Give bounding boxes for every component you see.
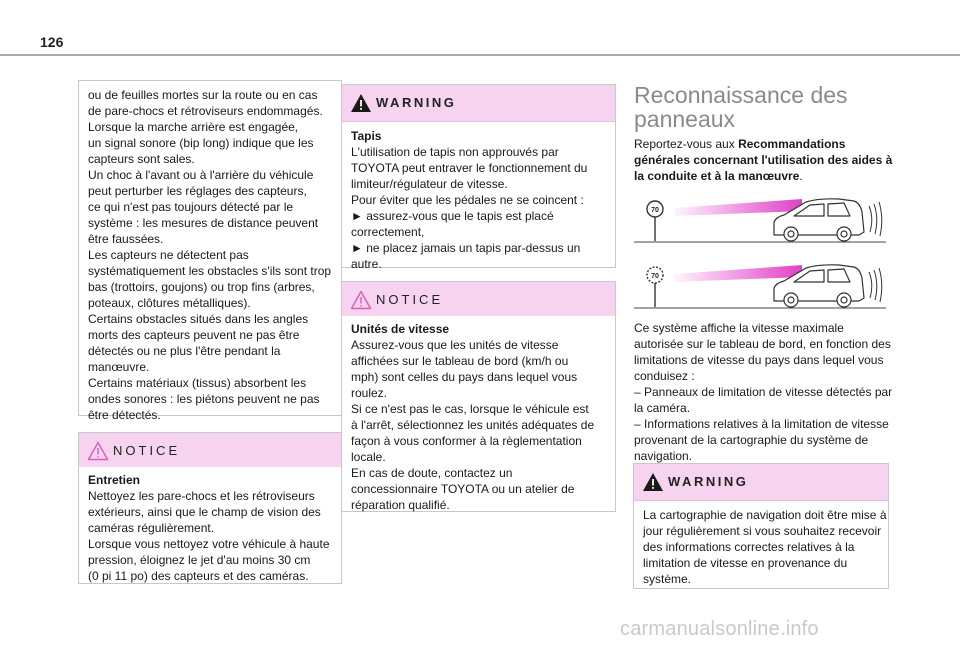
description-line: la caméra. — [634, 401, 691, 415]
maintenance-notice-box — [78, 432, 342, 584]
notice-text-line: à l'arrêt, sélectionnez les unités adéquates de — [351, 418, 595, 432]
body-text-line: Certains matériaux (tissus) absorbent les — [88, 376, 307, 390]
warning-text-line: autre. — [351, 257, 382, 271]
sign-recognition-illustration-2 — [634, 258, 886, 312]
body-text-line: Les capteurs ne détectent pas — [88, 248, 249, 262]
speed-sign-value: 70 — [651, 207, 659, 214]
notice-text-line: locale. — [351, 450, 386, 464]
body-text-line: morts des capteurs peuvent ne pas être — [88, 328, 300, 342]
warning-heading: Tapis — [351, 129, 382, 143]
body-text-line: détectés ou ne plus l'être pendant la — [88, 344, 281, 358]
notice-header — [342, 282, 615, 316]
warning-text-line: TOYOTA peut entraver le fonctionnement du — [351, 161, 588, 175]
body-text-line: manœuvre. — [88, 360, 150, 374]
notice-heading: Entretien — [88, 473, 141, 487]
notice-text-line: extérieurs, ainsi que le champ de vision des — [88, 505, 321, 519]
caution-triangle-icon — [87, 441, 109, 461]
notice-text-line: façon à vous conformer à la règlementation — [351, 434, 582, 448]
intro-line — [634, 136, 892, 152]
body-text-line: être détectés. — [88, 408, 161, 422]
notice-text-line: Lorsque vous nettoyez votre véhicule à haute — [88, 537, 330, 551]
camera-beam — [674, 199, 802, 216]
intro-link: générales concernant l'utilisation des aides à — [634, 153, 893, 167]
body-text-line: système : les mesures de distance peuvent — [88, 216, 319, 230]
notice-title: NOTICE — [376, 292, 444, 307]
body-text-line: de pare-chocs et rétroviseurs endommagés. — [88, 104, 323, 118]
description-line: navigation. — [634, 449, 693, 463]
body-text-line: être faussées. — [88, 232, 164, 246]
intro-link: Recommandations — [738, 137, 846, 151]
warning-title: WARNING — [668, 474, 749, 489]
motion-lines-icon — [869, 268, 882, 302]
body-text-line: bas (trottoirs, goujons) ou trop fins (arbres, — [88, 280, 315, 294]
body-text-line: Un choc à l'avant ou à l'arrière du véhicule — [88, 168, 314, 182]
warning-triangle-icon — [350, 93, 372, 113]
notice-text-line: réparation qualifié. — [351, 498, 450, 512]
warning-header — [342, 85, 615, 122]
notice-text-line: En cas de doute, contactez un — [351, 466, 513, 480]
description-line: limitations de vitesse du pays dans lequel vous — [634, 353, 884, 367]
notice-text-line: affichées sur le tableau de bord (km/h ou — [351, 354, 569, 368]
notice-text-line: caméras régulièrement. — [88, 521, 215, 535]
warning-text-line: La cartographie de navigation doit être mise à — [643, 508, 887, 522]
warning-text-line: des informations correctes relatives à la — [643, 540, 855, 554]
notice-text-line: roulez. — [351, 386, 388, 400]
warning-title: WARNING — [376, 95, 457, 110]
body-text-line: ce qui n'est pas toujours détecté par le — [88, 200, 294, 214]
body-text-line: capteurs sont sales. — [88, 152, 195, 166]
intro-text: . — [799, 169, 803, 183]
sensor-limitations-box — [78, 80, 342, 422]
warning-text-line: correctement, — [351, 225, 425, 239]
body-text-line: peut perturber les réglages des capteurs, — [88, 184, 307, 198]
notice-title: NOTICE — [113, 443, 181, 458]
intro-paragraph — [634, 136, 892, 184]
intro-text: Reportez-vous aux — [634, 137, 739, 151]
speed-sign-value: 70 — [651, 273, 659, 280]
notice-text-line: Si ce n'est pas le cas, lorsque le véhicule est — [351, 402, 589, 416]
warning-header — [634, 464, 888, 501]
warning-triangle-icon — [642, 472, 664, 492]
section-title-line: panneaux — [634, 106, 736, 132]
top-rule — [0, 54, 960, 56]
system-description — [634, 320, 892, 464]
warning-text-line: système. — [643, 572, 692, 586]
warning-text-line: limiteur/régulateur de vitesse. — [351, 177, 508, 191]
body-text-line: ondes sonores : les piétons peuvent ne pas — [88, 392, 320, 406]
section-title — [634, 83, 848, 131]
warning-text-line: Pour éviter que les pédales ne se coincent : — [351, 193, 584, 207]
section-title-line: Reconnaissance des — [634, 82, 848, 108]
intro-line — [634, 152, 892, 168]
navigation-warning-box — [633, 463, 889, 589]
warning-text-line: jour régulièrement si vous souhaitez recevoir — [643, 524, 882, 538]
notice-text-line: concessionnaire TOYOTA ou un atelier de — [351, 482, 575, 496]
camera-beam — [674, 265, 802, 282]
description-line: autorisée sur le tableau de bord, en fonction des — [634, 337, 891, 351]
page-number: 126 — [40, 34, 64, 50]
description-line: Ce système affiche la vitesse maximale — [634, 321, 844, 335]
description-line: – Informations relatives à la limitation de vitesse — [634, 417, 889, 431]
warning-text-line: ► assurez-vous que le tapis est placé — [351, 209, 554, 223]
watermark: carmanualsonline.info — [620, 618, 819, 640]
intro-line — [634, 168, 892, 184]
speed-units-notice-box — [341, 281, 616, 512]
body-text-line: Certains obstacles situés dans les angles — [88, 312, 309, 326]
body-text-line: Lorsque la marche arrière est engagée, — [88, 120, 299, 134]
notice-text-line: Nettoyez les pare-chocs et les rétroviseurs — [88, 489, 315, 503]
description-line: – Panneaux de limitation de vitesse détectés par — [634, 385, 893, 399]
body-text-line: un signal sonore (bip long) indique que les — [88, 136, 314, 150]
sign-recognition-illustration-1 — [634, 192, 886, 246]
motion-lines-icon — [869, 202, 882, 236]
warning-text-line: ► ne placez jamais un tapis par-dessus un — [351, 241, 581, 255]
intro-link: la conduite et à la manœuvre — [634, 169, 800, 183]
body-text-line: systématiquement les obstacles s'ils sont trop — [88, 264, 332, 278]
warning-text-line: L'utilisation de tapis non approuvés par — [351, 145, 559, 159]
description-line: conduisez : — [634, 369, 695, 383]
description-line: provenant de la cartographie du système de — [634, 433, 869, 447]
caution-triangle-icon — [350, 290, 372, 310]
body-text-line: poteaux, clôtures métalliques). — [88, 296, 251, 310]
notice-text-line: mph) sont celles du pays dans lequel vous — [351, 370, 578, 384]
notice-text-line: Assurez-vous que les unités de vitesse — [351, 338, 559, 352]
notice-heading: Unités de vitesse — [351, 322, 450, 336]
body-text-line: ou de feuilles mortes sur la route ou en cas — [88, 88, 318, 102]
floor-mat-warning-box — [341, 84, 616, 271]
notice-text-line: (0 pi 11 po) des capteurs et des caméras. — [88, 569, 309, 583]
notice-header — [79, 433, 341, 467]
notice-text-line: pression, éloignez le jet d'au moins 30 cm — [88, 553, 311, 567]
warning-text-line: limitation de vitesse en provenance du — [643, 556, 848, 570]
